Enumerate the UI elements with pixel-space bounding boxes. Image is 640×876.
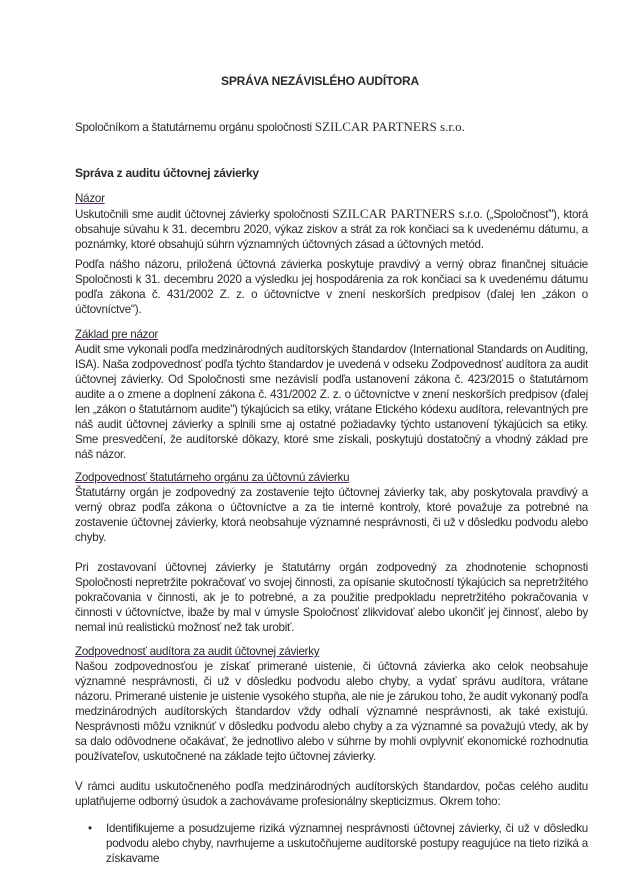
section-heading: Zodpovednosť audítora za audit účtovnej závierky [75,645,320,658]
main-heading: Správa z auditu účtovnej závierky [75,166,259,180]
list-item-text: Identifikujeme a posudzujeme riziká významnej nesprávnosti účtovnej závierky, či už v dôsledku podvodu alebo chyby, navrhujeme a uskutočňujeme audítorské postupy reagujúce na tieto riziká a získavame [106,822,588,865]
section-auditor-responsibility [75,644,588,866]
addressee-prefix: Spoločníkom a štatutárnemu orgánu spoločnosti [75,121,315,134]
bullet-icon: • [88,822,92,835]
company-name: SZILCAR PARTNERS [332,206,456,221]
section-heading: Zodpovednosť štatutárneho orgánu za účtovnú závierku [75,471,350,484]
section-heading: Názor [75,192,105,205]
section-opinion [75,191,588,317]
paragraph: Štatutárny orgán je zodpovedný za zostavenie tejto účtovnej závierky tak, aby poskytovala pravdivý a verný obraz podľa zákona o účtovníctve a za tie interné kontroly, ktoré považuje za potrebné na zostavenie účtovnej závierky, ktorá neobsahuje významné nesprávnosti, či už v dôsledku podvodu alebo chyby. [75,486,588,544]
paragraph-text: Uskutočnili sme audit účtovnej závierky spoločnosti [75,208,333,221]
paragraph: V rámci auditu uskutočneného podľa medzinárodných audítorských štandardov, počas celého auditu uplatňujeme odborný úsudok a zachovávame profesionálny skepticizmus. Okrem toho: [75,780,588,808]
paragraph: Našou zodpovednosťou je získať primerané uistenie, či účtovná závierka ako celok neobsahuje významné nesprávnosti, či už v dôsledku podvodu alebo chyby, a vydať správu audítora, vrátane názoru. Primerané uistenie je uistenie vysokého stupňa, ale nie je zárukou toho, že audit vykonaný podľa medzinárodných audítorských štandardov vždy odhalí významné nesprávnosti, ak také existujú. Nesprávnosti môžu vzniknúť v dôsledku podvodu alebo chyby a za významné sa považujú vtedy, ak by sa dalo odôvodnene očakávať, že jednotlivo alebo v súhrne by mohli ovplyvniť ekonomické rozhodnutia používateľov, uskutočnené na základe tejto účtovnej závierky. [75,660,588,763]
section-management-responsibility [75,470,588,635]
company-suffix: s.r.o. [436,119,465,134]
paragraph [75,206,588,252]
section-heading: Základ pre názor [75,328,158,341]
paragraph: Pri zostavovaní účtovnej závierky je štatutárny orgán zodpovedný za zhodnotenie schopnosti Spoločnosti nepretržite pokračovať vo svojej činnosti, za opísanie skutočností týkajúcich sa nepretržitého pokračovania v činnosti, ak je to potrebné, a za použitie predpokladu nepretržitého pokračovania v činnosti v účtovníctve, ibaže by mal v úmysle Spoločnosť zlikvidovať alebo ukončiť jej činnosť, alebo by nemal inú realistickú možnosť než tak urobiť. [75,561,588,634]
paragraph-text: s.r.o. („Spoločnosť"), ktorá obsahuje súvahu k 31. decembru 2020, výkaz ziskov a strát za rok končiaci sa k uvedenému dátumu, a poznámky, ktoré obsahujú súhrn významných účtovných zásad a účtovných metód. [75,208,588,251]
list-item [75,821,588,866]
paragraph: Audit sme vykonali podľa medzinárodných audítorských štandardov (International Standards on Auditing, ISA). Naša zodpovednosť podľa týchto štandardov je uvedená v odseku Zodpovednosť audítora za audit účtovnej závierky. Od Spoločnosti sme nezávislí podľa ustanovení zákona č. 423/2015 o štatutárnom audite a o zmene a doplnení zákona č. 431/2002 Z. z. o účtovníctve v znení neskorších predpisov (ďalej len „zákon o štatutárnom audite") týkajúcich sa etiky, vrátane Etického kódexu audítora, relevantných pre náš audit účtovnej závierky a splnili sme aj ostatné požiadavky týchto ustanovení týkajúcich sa etiky. Sme presvedčení, že audítorské dôkazy, ktoré sme získali, poskytujú dostatočný a vhodný základ pre náš názor. [75,343,588,461]
section-basis [75,327,588,462]
addressee [75,119,588,135]
company-name: SZILCAR PARTNERS [314,119,437,134]
report-title: SPRÁVA NEZÁVISLÉHO AUDÍTORA [221,74,419,88]
paragraph: Podľa nášho názoru, priložená účtovná závierka poskytuje pravdivý a verný obraz finančnej situácie Spoločnosti k 31. decembru 2020 a výsledku jej hospodárenia za rok končiaci sa k uvedenému dátumu podľa zákona č. 431/2002 Z. z. o účtovníctve v znení neskorších predpisov (ďalej len „zákon o účtovníctve"). [75,258,588,316]
